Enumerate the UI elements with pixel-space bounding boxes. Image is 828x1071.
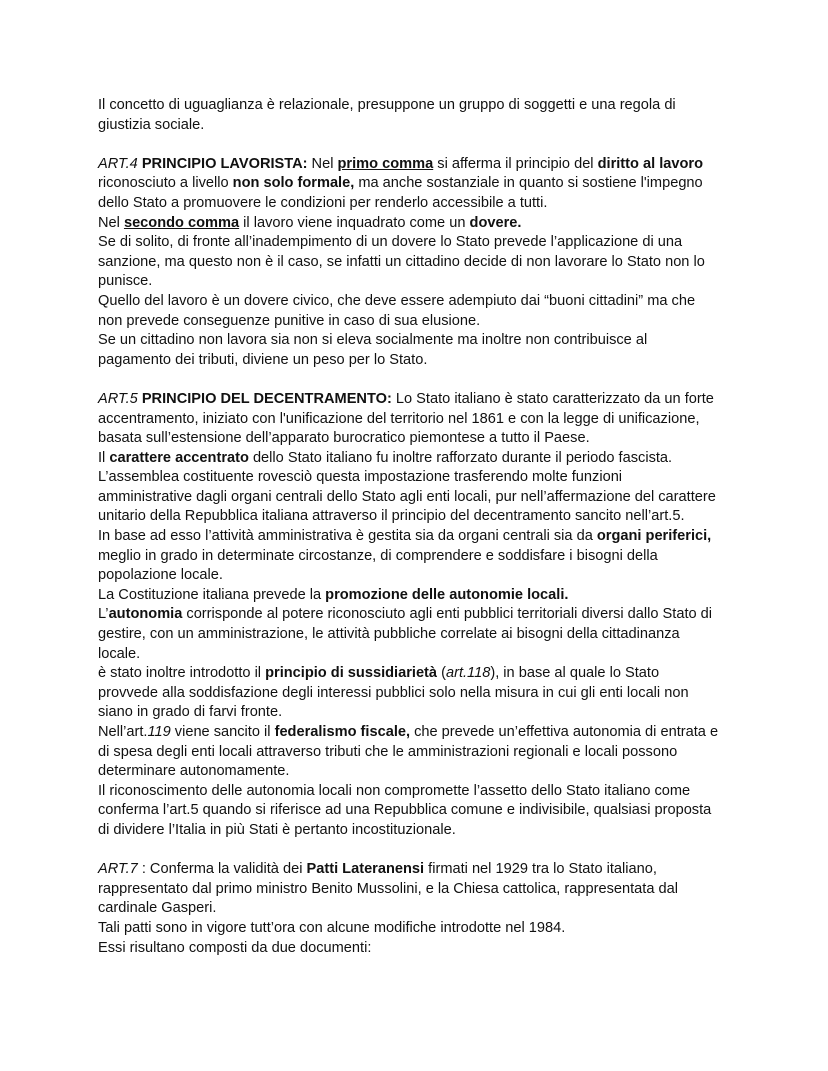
text-line (98, 507, 738, 527)
text-run: firmati nel 1929 tra lo Stato italiano, (424, 861, 657, 878)
text-line (98, 664, 738, 684)
text-run: Tali patti sono in vigore tutt’ora con alcune modifiche introdotte nel 1984. (98, 919, 566, 936)
text-line (98, 625, 738, 645)
text-run: corrisponde al potere riconosciuto agli enti pubblici territoriali diversi dallo Stato di (182, 606, 713, 623)
text-run: sanzione, ma questo non è il caso, se infatti un cittadino decide di non lavorare lo Stato non lo (98, 253, 705, 270)
text-line (98, 272, 738, 292)
italic-text: 119 (147, 724, 171, 740)
bold-text: primo comma (337, 155, 434, 172)
text-run: non prevede conseguenze punitive in caso di sua elusione. (98, 312, 481, 329)
text-run: popolazione locale. (98, 567, 223, 584)
text-line (98, 116, 738, 136)
text-run: determinare autonomamente. (98, 763, 290, 780)
bold-text: principio di sussidiarietà (265, 665, 438, 682)
paragraph-intro (98, 96, 738, 135)
italic-text: art.118 (445, 665, 491, 682)
text-line (98, 233, 738, 253)
bold-text: PRINCIPIO DEL DECENTRAMENTO: (141, 390, 392, 407)
text-run: Se un cittadino non lavora sia non si eleva socialmente ma inoltre non contribuisce al (98, 332, 648, 349)
paragraph-art5 (98, 390, 738, 841)
text-line (98, 194, 738, 214)
text-run: gestire, con un amministrazione, le attività pubbliche correlate ai bisogni della cittadinanza (98, 626, 680, 643)
text-run: ), in base al quale lo Stato (490, 665, 660, 682)
text-line (98, 899, 738, 919)
text-line (98, 351, 738, 371)
text-line (98, 743, 738, 763)
text-line (98, 468, 738, 488)
text-run: Nell’art. (98, 724, 148, 740)
text-line (98, 605, 738, 625)
bold-text: federalismo fiscale, (274, 724, 411, 740)
text-run: punisce. (98, 273, 153, 290)
text-line (98, 566, 738, 586)
text-run: è stato inoltre introdotto il (98, 665, 266, 682)
text-line (98, 723, 738, 743)
text-line (98, 312, 738, 332)
text-line (98, 919, 738, 939)
text-run: di spesa degli enti locali attraverso tributi che le amministrazioni regionali e locali possono (98, 743, 678, 760)
bold-text: non solo formale, (232, 175, 355, 192)
text-line (98, 253, 738, 273)
text-line (98, 645, 738, 665)
bold-text: diritto al lavoro (597, 155, 704, 172)
text-run: ( (437, 665, 446, 682)
text-line (98, 586, 738, 606)
text-line (98, 214, 738, 234)
text-line (98, 782, 738, 802)
text-run: Il concetto di uguaglianza è relazionale, presuppone un gruppo di soggetti e una regola di (98, 97, 676, 113)
text-run: Lo Stato italiano è stato caratterizzato da un forte (391, 390, 714, 407)
text-line (98, 96, 738, 116)
text-run: riconosciuto a livello (98, 175, 233, 192)
text-run: che prevede un’effettiva autonomia di entrata e (410, 724, 719, 740)
text-run: giustizia sociale. (98, 116, 205, 133)
bold-text: secondo comma (123, 214, 240, 231)
text-line (98, 331, 738, 351)
text-run: Quello del lavoro è un dovere civico, che deve essere adempiuto dai “buoni cittadini” ma che (98, 292, 696, 309)
text-run: Essi risultano composti da due documenti: (98, 939, 372, 956)
bold-text: organi periferici, (596, 528, 712, 545)
text-run: accentramento, iniziato con l'unificazione del territorio nel 1861 e con la legge di unificazione, (98, 410, 700, 427)
text-run: : Conferma la validità dei (137, 861, 307, 878)
text-line (98, 821, 738, 841)
text-run: L’ (98, 606, 109, 623)
italic-text: ART.7 (98, 861, 138, 878)
text-line (98, 860, 738, 880)
bold-text: PRINCIPIO LAVORISTA: (141, 155, 308, 172)
text-line (98, 684, 738, 704)
text-run: Il (98, 449, 110, 466)
text-run: In base ad esso l’attività amministrativa è gestita sia da organi centrali sia da (98, 528, 597, 545)
text-run: basata sull’estensione dell’apparato burocratico piemontese a tutto il Paese. (98, 430, 590, 447)
text-line (98, 449, 738, 469)
text-run: viene sancito il (170, 724, 275, 740)
text-line (98, 155, 738, 175)
text-line (98, 801, 738, 821)
bold-text: dovere. (469, 214, 522, 231)
text-run: Se di solito, di fronte all’inadempimento di un dovere lo Stato prevede l’applicazione di una (98, 234, 683, 251)
text-run: conferma l’art.5 quando si riferisce ad una Repubblica comune e indivisibile, qualsiasi proposta (98, 802, 712, 819)
paragraph-art7 (98, 860, 738, 958)
text-line (98, 390, 738, 410)
text-line (98, 547, 738, 567)
paragraph-art4 (98, 155, 738, 371)
text-run: pagamento dei tributi, diviene un peso per lo Stato. (98, 351, 428, 368)
text-line (98, 527, 738, 547)
text-run: La Costituzione italiana prevede la (98, 586, 326, 603)
italic-text: ART.4 (98, 155, 138, 172)
bold-text: carattere accentrato (109, 449, 249, 466)
text-run: ma anche sostanziale in quanto si sostiene l'impegno (354, 175, 703, 192)
text-run: rappresentato dal primo ministro Benito Mussolini, e la Chiesa cattolica, rappresentata dal (98, 880, 678, 897)
text-run: Nel (307, 155, 338, 172)
text-run: amministrative dagli organi centrali dello Stato agli enti locali, pur nell’affermazione del carattere (98, 488, 716, 505)
text-run: provvede alla soddisfazione degli interessi pubblici solo nella misura in cui gli enti locali non (98, 684, 689, 701)
italic-text: ART.5 (98, 390, 138, 407)
text-line (98, 762, 738, 782)
text-run: Nel (98, 214, 124, 231)
text-run: siano in grado di farvi fronte. (98, 704, 283, 721)
text-run: dello Stato a promuovere le condizioni per renderlo accessibile a tutti. (98, 194, 548, 211)
text-line (98, 939, 738, 959)
bold-text: promozione delle autonomie locali. (325, 586, 569, 603)
text-line (98, 488, 738, 508)
text-run: cardinale Gasperi. (98, 900, 217, 917)
bold-text: Patti Lateranensi (306, 861, 425, 878)
bold-text: autonomia (108, 606, 183, 623)
text-run: di dividere l’Italia in più Stati è pertanto incostituzionale. (98, 821, 456, 838)
text-line (98, 880, 738, 900)
text-line (98, 410, 738, 430)
text-run: unitario della Repubblica italiana attraverso il principio del decentramento sancito nell’art.5. (98, 508, 685, 525)
text-run: L’assemblea costituente rovesciò questa impostazione trasferendo molte funzioni (98, 469, 623, 486)
text-run: Il riconoscimento delle autonomia locali non compromette l’assetto dello Stato italiano come (98, 782, 691, 799)
text-line (98, 429, 738, 449)
text-run: meglio in grado in determinate circostanze, di comprendere e soddisfare i bisogni della (98, 547, 658, 564)
text-run: dello Stato italiano fu inoltre rafforzato durante il periodo fascista. (248, 449, 673, 466)
text-line (98, 292, 738, 312)
text-line (98, 174, 738, 194)
text-run: locale. (98, 645, 141, 662)
text-line (98, 703, 738, 723)
text-run: si afferma il principio del (433, 155, 598, 172)
document-body (98, 96, 738, 958)
text-run: il lavoro viene inquadrato come un (239, 214, 470, 231)
